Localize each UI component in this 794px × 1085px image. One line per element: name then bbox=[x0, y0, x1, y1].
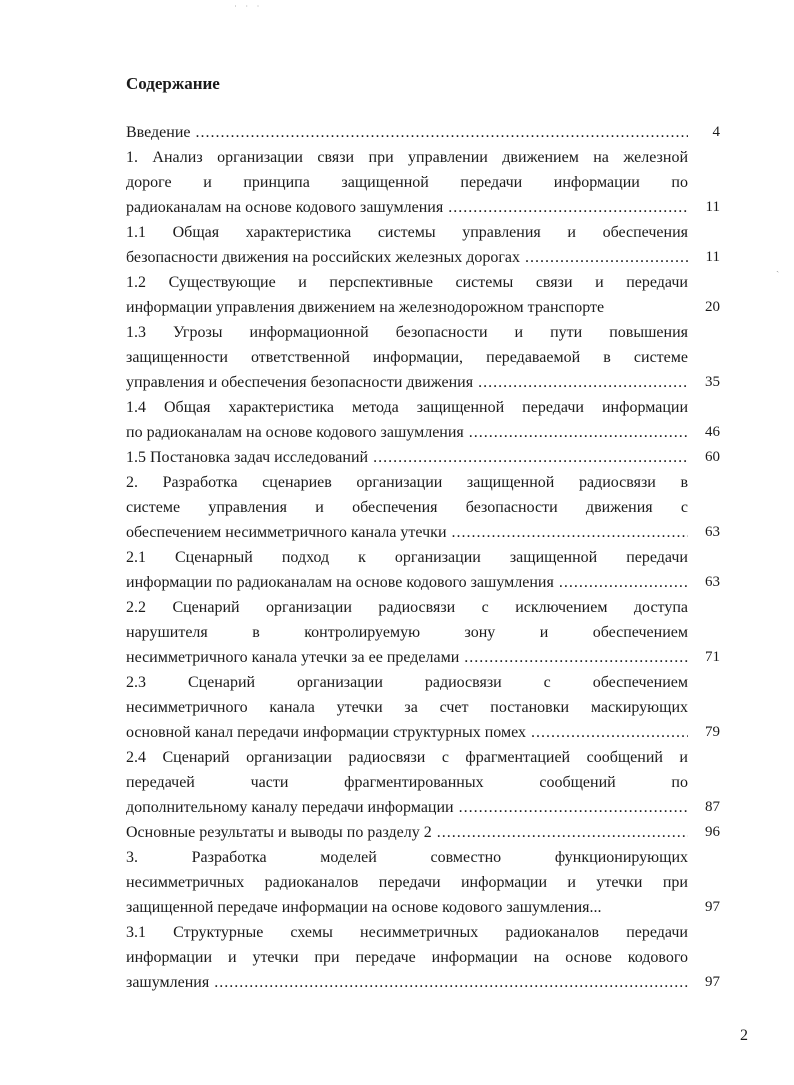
toc-entry-text: информации по радиоканалам на основе кодового зашумления ..... bbox=[126, 570, 688, 595]
toc-page-number: 96 bbox=[705, 824, 720, 840]
toc-entry-text: 2.3 Сценарий организации радиосвязи с обеспечением bbox=[126, 674, 688, 691]
toc-entry-text: 2.4 Сценарий организации радиосвязи с фрагментацией сообщений и bbox=[126, 749, 688, 766]
scan-artifact: ˏ bbox=[776, 262, 780, 273]
toc-entry-text: информации управления движением на железнодорожном транспорте bbox=[126, 299, 605, 316]
toc-entry-text: 3.1 Структурные схемы несимметричных радиоканалов передачи bbox=[126, 924, 688, 941]
toc-entry-text: радиоканалам на основе кодового зашумления ..... bbox=[126, 195, 688, 220]
scan-artifact: ˙ ˙ ˙ bbox=[234, 4, 263, 14]
toc-entry-text: несимметричных радиоканалов передачи информации и утечки при bbox=[126, 874, 688, 891]
toc-entry-text: нарушителя в контролируемую зону и обеспечением bbox=[126, 624, 688, 641]
toc-entry-text: несимметричного канала утечки за ее пределами ..... bbox=[126, 645, 688, 670]
toc-entry-text: 1.1 Общая характеристика системы управления и обеспечения bbox=[126, 224, 688, 241]
toc-entry-text: 2. Разработка сценариев организации защищенной радиосвязи в bbox=[126, 474, 688, 491]
toc-entry-text: несимметричного канала утечки за счет постановки маскирующих bbox=[126, 699, 688, 716]
toc-page-number: 11 bbox=[705, 249, 720, 265]
toc-entry-text: 1.5 Постановка задач исследований ..... bbox=[126, 445, 688, 470]
toc-entry-text: информации и утечки при передаче информации на основе кодового bbox=[126, 949, 688, 966]
toc-entry-text: 1.2 Существующие и перспективные системы связи и передачи bbox=[126, 274, 688, 291]
toc-page-number: 20 bbox=[705, 299, 720, 315]
toc-entry-text: 1. Анализ организации связи при управлении движением на железной bbox=[126, 149, 688, 166]
toc-entry-text: дороге и принципа защищенной передачи информации по bbox=[126, 174, 688, 191]
toc-entry-text: 3. Разработка моделей совместно функционирующих bbox=[126, 849, 688, 866]
page-number: 2 bbox=[740, 1027, 748, 1044]
toc-entry-text: 1.3 Угрозы информационной безопасности и пути повышения bbox=[126, 324, 688, 341]
toc-entry-text: передачей части фрагментированных сообщений по bbox=[126, 774, 688, 791]
toc-entry-text: обеспечением несимметричного канала утечки ..... bbox=[126, 520, 688, 545]
toc-entry-text: Основные результаты и выводы по разделу 2 ..... bbox=[126, 820, 688, 845]
toc-entry-text: по радиоканалам на основе кодового зашумления ..... bbox=[126, 420, 688, 445]
toc-page-number: 46 bbox=[705, 424, 720, 440]
toc-page-number: 79 bbox=[705, 724, 720, 740]
toc-entry-text: зашумления ..... bbox=[126, 970, 688, 995]
toc-entry-text: Введение ..... bbox=[126, 120, 688, 145]
toc-page-number: 11 bbox=[705, 199, 720, 215]
toc-entry-text: управления и обеспечения безопасности движения ..... bbox=[126, 370, 688, 395]
toc-page-number: 97 bbox=[705, 974, 720, 990]
toc-entry-text: безопасности движения на российских железных дорогах ..... bbox=[126, 245, 688, 270]
toc-page-number: 87 bbox=[705, 799, 720, 815]
toc-page-number: 63 bbox=[705, 574, 720, 590]
toc-page-number: 63 bbox=[705, 524, 720, 540]
toc-entry-text: защищенной передаче информации на основе кодового зашумления... bbox=[126, 899, 602, 916]
toc-page-number: 71 bbox=[705, 649, 720, 665]
toc-entry-text: 1.4 Общая характеристика метода защищенной передачи информации bbox=[126, 399, 688, 416]
toc-page-number: 35 bbox=[705, 374, 720, 390]
toc-entry-text: дополнительному каналу передачи информации ..... bbox=[126, 795, 688, 820]
toc-entry-text: защищенности ответственной информации, передаваемой в системе bbox=[126, 349, 688, 366]
toc-entry-text: основной канал передачи информации структурных помех ..... bbox=[126, 720, 688, 745]
toc-title: Содержание bbox=[126, 74, 220, 93]
toc-page-number: 60 bbox=[705, 449, 720, 465]
toc-entry-text: системе управления и обеспечения безопасности движения с bbox=[126, 499, 688, 516]
toc-page-number: 4 bbox=[712, 124, 720, 140]
toc-entry-text: 2.1 Сценарный подход к организации защищенной передачи bbox=[126, 549, 688, 566]
toc-entry-text: 2.2 Сценарий организации радиосвязи с исключением доступа bbox=[126, 599, 688, 616]
toc-page-number: 97 bbox=[705, 899, 720, 915]
